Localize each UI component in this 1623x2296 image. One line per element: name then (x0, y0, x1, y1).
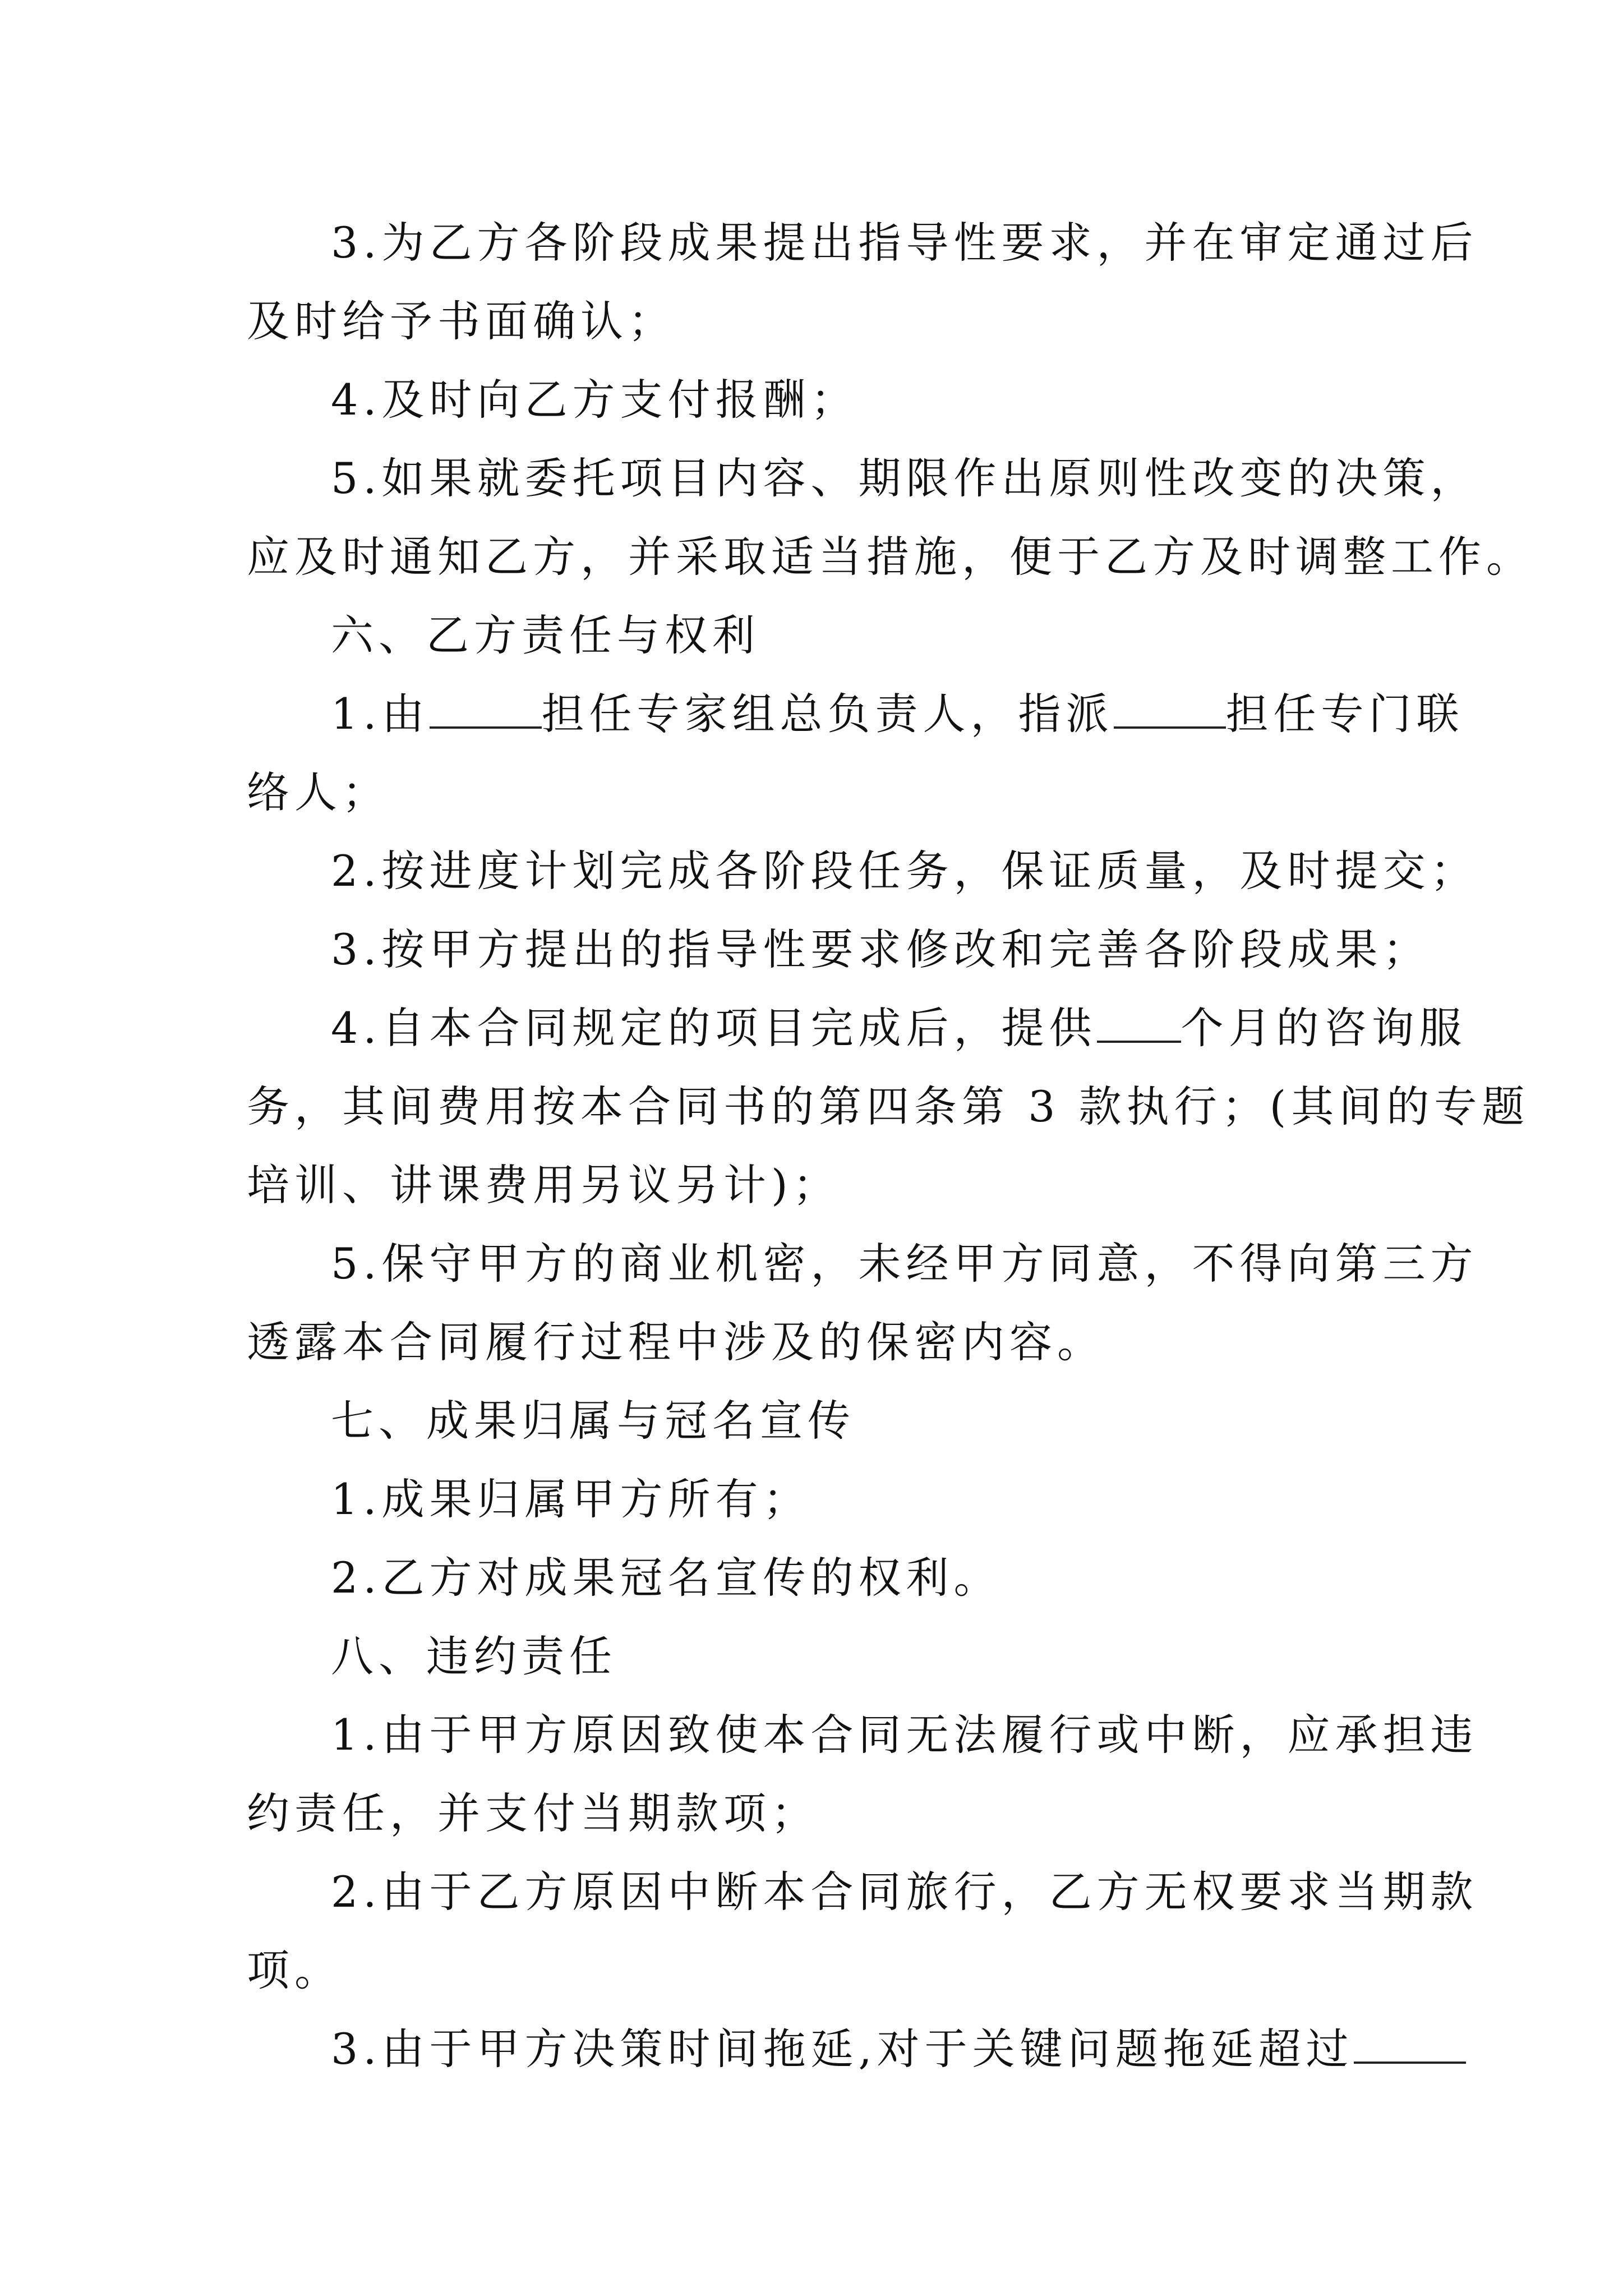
text: 5.保守甲方的商业机密，未经甲方同意，不得向第三方 (331, 1239, 1478, 1289)
text: 透露本合同履行过程中涉及的保密内容。 (247, 1317, 1105, 1367)
text: 2.按进度计划完成各阶段任务，保证质量，及时提交； (331, 846, 1478, 896)
text: 5.如果就委托项目内容、期限作出原则性改变的决策， (331, 453, 1478, 503)
paragraph-line (331, 1000, 1467, 1056)
text: 及时给予书面确认； (247, 296, 676, 346)
paragraph-line (331, 686, 1464, 742)
text: 培训、讲课费用另议另计)； (247, 1160, 841, 1210)
paragraph-line (331, 1707, 1478, 1763)
text: 应及时通知乙方，并采取适当措施，便于乙方及时调整工作。 (247, 532, 1534, 582)
text: 担任专门联 (1225, 689, 1464, 739)
text: 1.由于甲方原因致使本合同无法履行或中断，应承担违 (331, 1710, 1478, 1760)
fill-in-blank (1354, 2024, 1466, 2064)
text: 项。 (247, 1945, 342, 1995)
text: 3.由于甲方决策时间拖延,对于关键问题拖延超过 (331, 2024, 1354, 2074)
section-heading (331, 1393, 1391, 1449)
text: 2.由于乙方原因中断本合同旅行，乙方无权要求当期款 (331, 1867, 1478, 1917)
text: 4.自本合同规定的项目完成后，提供 (331, 1003, 1097, 1053)
paragraph-line (247, 1157, 1391, 1213)
text: 2.乙方对成果冠名宣传的权利。 (331, 1553, 1002, 1603)
text: 3.为乙方各阶段成果提出指导性要求，并在审定通过后 (331, 218, 1478, 268)
section-heading (331, 608, 1391, 664)
paragraph-line (247, 293, 1391, 349)
paragraph-line (331, 2021, 1391, 2077)
heading-text: 八、违约责任 (331, 1631, 617, 1681)
paragraph-line (331, 1236, 1478, 1292)
paragraph-line (247, 1786, 1391, 1842)
paragraph-line (331, 450, 1478, 507)
text: 3.按甲方提出的指导性要求修改和完善各阶段成果； (331, 924, 1431, 974)
paragraph-line (331, 215, 1478, 271)
heading-text: 七、成果归属与冠名宣传 (331, 1396, 855, 1446)
text: 务，其间费用按本合同书的第四条第 3 款执行；(其间的专题 (247, 1082, 1530, 1131)
paragraph-line (331, 1471, 1391, 1527)
paragraph-line (331, 372, 1391, 428)
section-heading (331, 1628, 1391, 1685)
text: 1.成果归属甲方所有； (331, 1474, 811, 1524)
paragraph-line (331, 1864, 1478, 1920)
text: 络人； (247, 767, 390, 817)
paragraph-line (247, 1079, 1530, 1135)
paragraph-line (247, 765, 1391, 821)
text: 1.由 (331, 689, 430, 739)
paragraph-line (247, 1943, 1391, 1999)
text: 个月的咨询服 (1181, 1003, 1467, 1053)
paragraph-line (331, 843, 1478, 899)
text: 担任专家组总负责人，指派 (541, 689, 1114, 739)
fill-in-blank (430, 689, 542, 729)
paragraph-line (331, 922, 1431, 978)
text: 4.及时向乙方支付报酬； (331, 375, 859, 425)
paragraph-line (331, 1550, 1391, 1606)
paragraph-line (247, 1314, 1391, 1370)
fill-in-blank (1097, 1004, 1181, 1043)
heading-text: 六、乙方责任与权利 (331, 610, 760, 660)
paragraph-line (247, 529, 1534, 585)
fill-in-blank (1114, 689, 1226, 729)
text: 约责任，并支付当期款项； (247, 1788, 819, 1838)
